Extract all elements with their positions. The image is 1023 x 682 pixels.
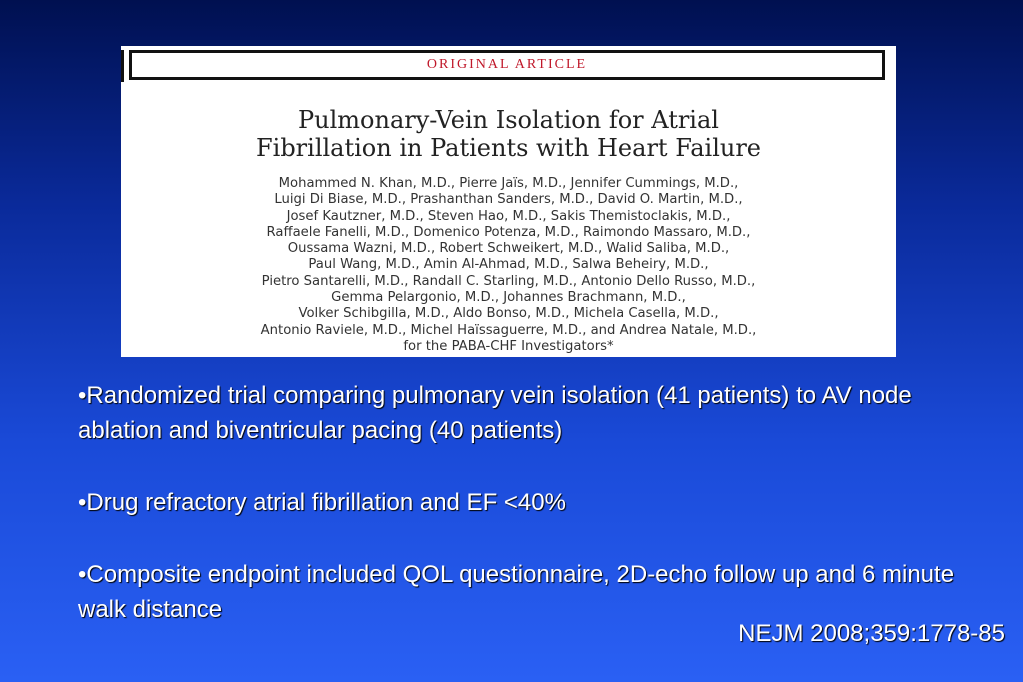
author-line: Volker Schibgilla, M.D., Aldo Bonso, M.D., Michela Casella, M.D.,: [298, 306, 719, 322]
article-title-line: Pulmonary-Vein Isolation for Atrial: [298, 106, 719, 134]
author-line: for the PABA-CHF Investigators*: [403, 338, 614, 354]
bullet-item: •Composite endpoint included QOL questionnaire, 2D-echo follow up and 6 minute walk distance: [78, 561, 955, 623]
original-article-banner: [129, 50, 885, 80]
author-line: Raffaele Fanelli, M.D., Domenico Potenza, M.D., Raimondo Massaro, M.D.,: [266, 224, 751, 240]
banner-edge: [121, 50, 124, 82]
author-line: Pietro Santarelli, M.D., Randall C. Starling, M.D., Antonio Dello Russo, M.D.,: [261, 273, 756, 289]
article-authors: [121, 176, 896, 355]
author-line: Antonio Raviele, M.D., Michel Haïssaguerre, M.D., and Andrea Natale, M.D.,: [260, 322, 757, 338]
bullet-item: •Randomized trial comparing pulmonary vein isolation (41 patients) to AV node ablation and biventricular pacing (40 patients): [78, 382, 912, 444]
bullet-list: [78, 378, 998, 627]
author-line: Oussama Wazni, M.D., Robert Schweikert, M.D., Walid Saliba, M.D.,: [287, 241, 730, 257]
author-line: Paul Wang, M.D., Amin Al-Ahmad, M.D., Salwa Beheiry, M.D.,: [308, 257, 709, 273]
banner-label: ORIGINAL ARTICLE: [426, 57, 588, 72]
citation: NEJM 2008;359:1778-85: [738, 620, 1005, 647]
article-header-image: [121, 46, 896, 357]
author-line: Gemma Pelargonio, M.D., Johannes Brachmann, M.D.,: [331, 290, 686, 306]
article-title: [121, 106, 896, 162]
bullet-item: •Drug refractory atrial fibrillation and EF <40%: [78, 489, 566, 516]
author-line: Josef Kautzner, M.D., Steven Hao, M.D., Sakis Themistoclakis, M.D.,: [286, 208, 731, 224]
article-title-line: Fibrillation in Patients with Heart Failure: [255, 134, 762, 162]
author-line: Luigi Di Biase, M.D., Prashanthan Sanders, M.D., David O. Martin, M.D.,: [274, 192, 743, 208]
author-line: Mohammed N. Khan, M.D., Pierre Jaïs, M.D., Jennifer Cummings, M.D.,: [278, 176, 739, 191]
